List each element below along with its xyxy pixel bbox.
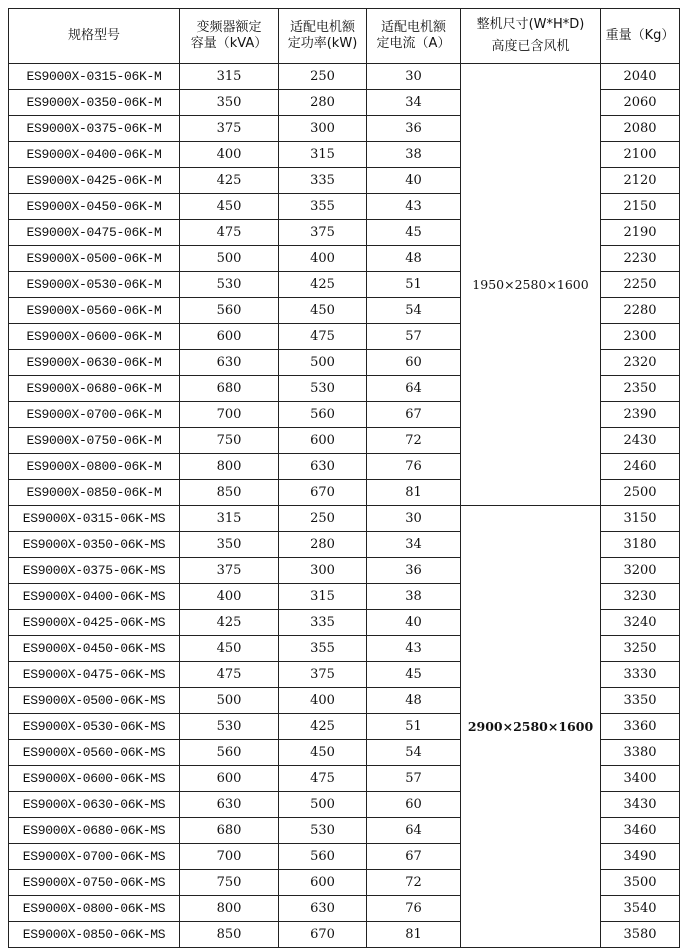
cell-model: ES9000X-0680-06K-M xyxy=(9,376,180,402)
cell-weight: 2080 xyxy=(601,116,680,142)
cell-weight: 3380 xyxy=(601,740,680,766)
cell-weight: 2430 xyxy=(601,428,680,454)
cell-weight: 2040 xyxy=(601,64,680,90)
cell-dimensions: 1950×2580×1600 xyxy=(461,64,601,506)
cell-motor-power: 355 xyxy=(279,636,367,662)
cell-motor-power: 280 xyxy=(279,90,367,116)
cell-motor-power: 355 xyxy=(279,194,367,220)
cell-capacity: 630 xyxy=(180,792,279,818)
cell-model: ES9000X-0600-06K-M xyxy=(9,324,180,350)
cell-capacity: 315 xyxy=(180,506,279,532)
cell-model: ES9000X-0750-06K-MS xyxy=(9,870,180,896)
cell-motor-current: 54 xyxy=(367,740,461,766)
cell-motor-current: 30 xyxy=(367,64,461,90)
cell-model: ES9000X-0630-06K-M xyxy=(9,350,180,376)
cell-model: ES9000X-0400-06K-MS xyxy=(9,584,180,610)
cell-motor-power: 335 xyxy=(279,168,367,194)
cell-capacity: 680 xyxy=(180,818,279,844)
cell-motor-current: 51 xyxy=(367,272,461,298)
table-row xyxy=(9,506,680,532)
cell-model: ES9000X-0560-06K-MS xyxy=(9,740,180,766)
cell-weight: 2460 xyxy=(601,454,680,480)
cell-model: ES9000X-0350-06K-MS xyxy=(9,532,180,558)
cell-motor-power: 425 xyxy=(279,714,367,740)
cell-motor-power: 600 xyxy=(279,870,367,896)
cell-motor-current: 45 xyxy=(367,662,461,688)
cell-motor-power: 315 xyxy=(279,142,367,168)
cell-motor-power: 300 xyxy=(279,558,367,584)
cell-weight: 3240 xyxy=(601,610,680,636)
cell-capacity: 425 xyxy=(180,168,279,194)
cell-motor-power: 560 xyxy=(279,844,367,870)
cell-motor-current: 60 xyxy=(367,350,461,376)
cell-motor-current: 67 xyxy=(367,844,461,870)
cell-motor-power: 500 xyxy=(279,792,367,818)
cell-motor-current: 57 xyxy=(367,766,461,792)
cell-weight: 3400 xyxy=(601,766,680,792)
cell-model: ES9000X-0450-06K-MS xyxy=(9,636,180,662)
cell-weight: 3150 xyxy=(601,506,680,532)
cell-model: ES9000X-0700-06K-MS xyxy=(9,844,180,870)
cell-model: ES9000X-0850-06K-M xyxy=(9,480,180,506)
cell-motor-current: 64 xyxy=(367,376,461,402)
cell-capacity: 750 xyxy=(180,428,279,454)
header-row xyxy=(9,9,680,64)
cell-capacity: 475 xyxy=(180,662,279,688)
cell-weight: 2500 xyxy=(601,480,680,506)
cell-motor-power: 425 xyxy=(279,272,367,298)
cell-motor-current: 38 xyxy=(367,142,461,168)
cell-motor-power: 500 xyxy=(279,350,367,376)
cell-motor-current: 67 xyxy=(367,402,461,428)
cell-motor-power: 670 xyxy=(279,480,367,506)
cell-motor-power: 630 xyxy=(279,454,367,480)
cell-weight: 3350 xyxy=(601,688,680,714)
cell-capacity: 680 xyxy=(180,376,279,402)
cell-motor-power: 475 xyxy=(279,324,367,350)
cell-capacity: 800 xyxy=(180,454,279,480)
cell-motor-power: 560 xyxy=(279,402,367,428)
cell-weight: 3430 xyxy=(601,792,680,818)
cell-capacity: 450 xyxy=(180,194,279,220)
cell-capacity: 400 xyxy=(180,584,279,610)
cell-capacity: 500 xyxy=(180,246,279,272)
cell-motor-current: 48 xyxy=(367,688,461,714)
cell-motor-current: 81 xyxy=(367,480,461,506)
cell-weight: 3250 xyxy=(601,636,680,662)
cell-motor-current: 76 xyxy=(367,896,461,922)
cell-motor-current: 30 xyxy=(367,506,461,532)
cell-weight: 3230 xyxy=(601,584,680,610)
cell-weight: 2320 xyxy=(601,350,680,376)
cell-model: ES9000X-0530-06K-M xyxy=(9,272,180,298)
cell-weight: 2230 xyxy=(601,246,680,272)
cell-model: ES9000X-0475-06K-MS xyxy=(9,662,180,688)
cell-capacity: 630 xyxy=(180,350,279,376)
cell-capacity: 600 xyxy=(180,324,279,350)
cell-motor-current: 72 xyxy=(367,870,461,896)
cell-motor-current: 81 xyxy=(367,922,461,948)
table-body xyxy=(9,64,680,948)
header-dimensions: 整机尺寸(W*H*D) 高度已含风机 xyxy=(461,9,601,64)
cell-motor-power: 600 xyxy=(279,428,367,454)
cell-motor-power: 630 xyxy=(279,896,367,922)
cell-motor-power: 250 xyxy=(279,506,367,532)
cell-model: ES9000X-0350-06K-M xyxy=(9,90,180,116)
cell-motor-power: 280 xyxy=(279,532,367,558)
cell-model: ES9000X-0375-06K-MS xyxy=(9,558,180,584)
cell-model: ES9000X-0680-06K-MS xyxy=(9,818,180,844)
cell-capacity: 850 xyxy=(180,480,279,506)
cell-motor-current: 72 xyxy=(367,428,461,454)
cell-weight: 2390 xyxy=(601,402,680,428)
cell-motor-current: 36 xyxy=(367,116,461,142)
cell-capacity: 750 xyxy=(180,870,279,896)
cell-motor-power: 450 xyxy=(279,298,367,324)
cell-motor-current: 40 xyxy=(367,168,461,194)
cell-model: ES9000X-0315-06K-M xyxy=(9,64,180,90)
cell-weight: 3540 xyxy=(601,896,680,922)
cell-model: ES9000X-0450-06K-M xyxy=(9,194,180,220)
cell-motor-current: 45 xyxy=(367,220,461,246)
cell-weight: 2190 xyxy=(601,220,680,246)
cell-capacity: 375 xyxy=(180,116,279,142)
cell-capacity: 400 xyxy=(180,142,279,168)
cell-motor-power: 335 xyxy=(279,610,367,636)
cell-model: ES9000X-0600-06K-MS xyxy=(9,766,180,792)
cell-model: ES9000X-0560-06K-M xyxy=(9,298,180,324)
cell-motor-power: 315 xyxy=(279,584,367,610)
cell-model: ES9000X-0800-06K-MS xyxy=(9,896,180,922)
cell-motor-current: 76 xyxy=(367,454,461,480)
cell-weight: 2300 xyxy=(601,324,680,350)
cell-model: ES9000X-0315-06K-MS xyxy=(9,506,180,532)
cell-model: ES9000X-0800-06K-M xyxy=(9,454,180,480)
table-row xyxy=(9,64,680,90)
cell-motor-current: 54 xyxy=(367,298,461,324)
cell-model: ES9000X-0700-06K-M xyxy=(9,402,180,428)
cell-weight: 3460 xyxy=(601,818,680,844)
cell-motor-power: 530 xyxy=(279,376,367,402)
cell-capacity: 530 xyxy=(180,714,279,740)
cell-model: ES9000X-0425-06K-MS xyxy=(9,610,180,636)
cell-motor-power: 375 xyxy=(279,220,367,246)
cell-dimensions: 2900×2580×1600 xyxy=(461,506,601,948)
cell-capacity: 600 xyxy=(180,766,279,792)
spec-table xyxy=(8,8,680,948)
cell-motor-power: 475 xyxy=(279,766,367,792)
cell-capacity: 350 xyxy=(180,532,279,558)
header-capacity: 变频器额定 容量（kVA） xyxy=(180,9,279,64)
cell-capacity: 560 xyxy=(180,298,279,324)
cell-weight: 3180 xyxy=(601,532,680,558)
cell-motor-current: 40 xyxy=(367,610,461,636)
cell-model: ES9000X-0750-06K-M xyxy=(9,428,180,454)
cell-model: ES9000X-0500-06K-MS xyxy=(9,688,180,714)
cell-capacity: 700 xyxy=(180,402,279,428)
cell-motor-current: 36 xyxy=(367,558,461,584)
cell-motor-current: 60 xyxy=(367,792,461,818)
cell-model: ES9000X-0500-06K-M xyxy=(9,246,180,272)
cell-motor-current: 51 xyxy=(367,714,461,740)
cell-motor-current: 34 xyxy=(367,90,461,116)
cell-motor-current: 48 xyxy=(367,246,461,272)
header-motor-power: 适配电机额 定功率(kW) xyxy=(279,9,367,64)
cell-weight: 3360 xyxy=(601,714,680,740)
cell-motor-current: 57 xyxy=(367,324,461,350)
cell-motor-power: 530 xyxy=(279,818,367,844)
cell-capacity: 530 xyxy=(180,272,279,298)
header-motor-current: 适配电机额 定电流（A） xyxy=(367,9,461,64)
cell-motor-power: 670 xyxy=(279,922,367,948)
header-model: 规格型号 xyxy=(9,9,180,64)
cell-model: ES9000X-0375-06K-M xyxy=(9,116,180,142)
header-weight: 重量（Kg） xyxy=(601,9,680,64)
cell-motor-power: 400 xyxy=(279,688,367,714)
cell-motor-current: 43 xyxy=(367,194,461,220)
cell-capacity: 800 xyxy=(180,896,279,922)
cell-weight: 2100 xyxy=(601,142,680,168)
cell-weight: 3330 xyxy=(601,662,680,688)
cell-motor-power: 450 xyxy=(279,740,367,766)
cell-weight: 2150 xyxy=(601,194,680,220)
cell-weight: 3200 xyxy=(601,558,680,584)
cell-weight: 2060 xyxy=(601,90,680,116)
cell-weight: 2250 xyxy=(601,272,680,298)
cell-model: ES9000X-0400-06K-M xyxy=(9,142,180,168)
cell-capacity: 425 xyxy=(180,610,279,636)
cell-weight: 2120 xyxy=(601,168,680,194)
cell-weight: 3490 xyxy=(601,844,680,870)
cell-capacity: 375 xyxy=(180,558,279,584)
cell-motor-current: 34 xyxy=(367,532,461,558)
cell-capacity: 850 xyxy=(180,922,279,948)
cell-capacity: 500 xyxy=(180,688,279,714)
cell-weight: 3580 xyxy=(601,922,680,948)
cell-capacity: 315 xyxy=(180,64,279,90)
cell-weight: 3500 xyxy=(601,870,680,896)
cell-motor-power: 375 xyxy=(279,662,367,688)
cell-capacity: 350 xyxy=(180,90,279,116)
cell-weight: 2280 xyxy=(601,298,680,324)
cell-model: ES9000X-0475-06K-M xyxy=(9,220,180,246)
cell-weight: 2350 xyxy=(601,376,680,402)
cell-motor-current: 43 xyxy=(367,636,461,662)
cell-motor-power: 250 xyxy=(279,64,367,90)
cell-motor-current: 64 xyxy=(367,818,461,844)
cell-capacity: 450 xyxy=(180,636,279,662)
cell-motor-power: 300 xyxy=(279,116,367,142)
cell-motor-current: 38 xyxy=(367,584,461,610)
cell-capacity: 560 xyxy=(180,740,279,766)
cell-model: ES9000X-0425-06K-M xyxy=(9,168,180,194)
cell-capacity: 475 xyxy=(180,220,279,246)
cell-model: ES9000X-0850-06K-MS xyxy=(9,922,180,948)
cell-motor-power: 400 xyxy=(279,246,367,272)
cell-capacity: 700 xyxy=(180,844,279,870)
cell-model: ES9000X-0530-06K-MS xyxy=(9,714,180,740)
cell-model: ES9000X-0630-06K-MS xyxy=(9,792,180,818)
